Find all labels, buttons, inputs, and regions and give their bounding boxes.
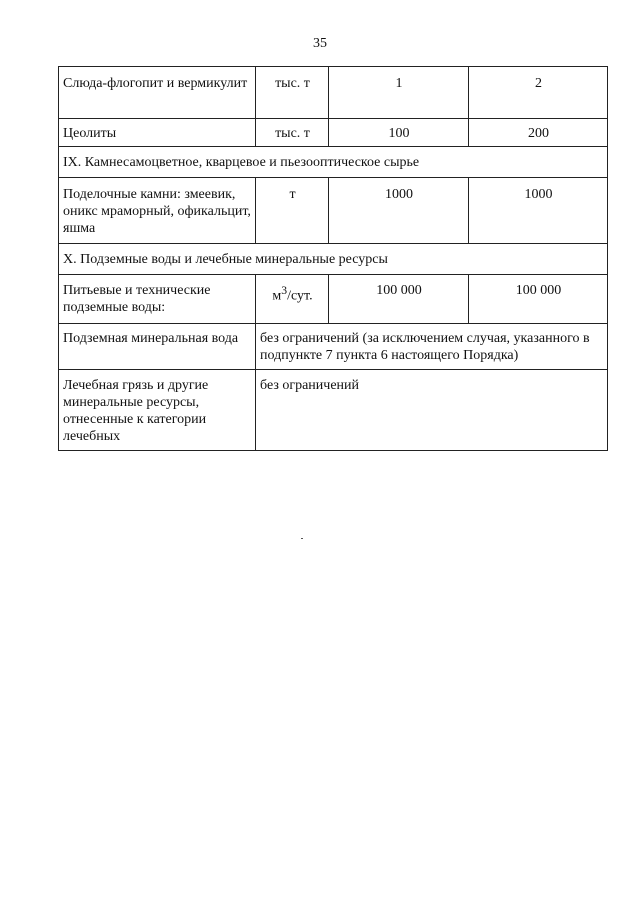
value-cell-2: 100 000	[469, 275, 608, 324]
table-row	[59, 370, 608, 451]
value-cell-1: 1	[329, 67, 469, 119]
unit-cell: тыс. т	[256, 67, 329, 119]
value-cell-2: 2	[469, 67, 608, 119]
unit-cell: т	[256, 178, 329, 244]
unit-superscript: 3	[281, 284, 288, 297]
section-title: IX. Камнесамоцветное, кварцевое и пьезооптическое сырье	[59, 147, 608, 178]
resource-name-cell: Подземная минеральная вода	[59, 324, 256, 370]
value-cell-1: 1000	[329, 178, 469, 244]
resource-name-cell: Слюда-флогопит и вермикулит	[59, 67, 256, 119]
value-cell-1: 100	[329, 119, 469, 147]
unit-tail: /сут.	[287, 288, 313, 304]
table-row	[59, 275, 608, 324]
resource-name-cell: Поделочные камни: змеевик, оникс мраморный, офикальцит, яшма	[59, 178, 256, 244]
table-row	[59, 67, 608, 119]
resource-name-cell: Цеолиты	[59, 119, 256, 147]
table-row	[59, 119, 608, 147]
page-number: 35	[313, 36, 327, 51]
unit-base: м	[272, 288, 282, 304]
value-cell-2: 200	[469, 119, 608, 147]
value-cell-1: 100 000	[329, 275, 469, 324]
limit-cell: без ограничений	[256, 370, 608, 451]
scan-speck	[301, 538, 303, 539]
table-row	[59, 178, 608, 244]
value-cell-2: 1000	[469, 178, 608, 244]
limit-cell: без ограничений (за исключением случая, указанного в подпункте 7 пункта 6 настоящего Порядка)	[256, 324, 608, 370]
section-title: X. Подземные воды и лечебные минеральные ресурсы	[59, 244, 608, 275]
resource-name-cell: Питьевые и технические подземные воды:	[59, 275, 256, 324]
resource-name-cell: Лечебная грязь и другие минеральные ресурсы, отнесенные к категории лечебных	[59, 370, 256, 451]
unit-cell: тыс. т	[256, 119, 329, 147]
section-header-row	[59, 147, 608, 178]
table-row	[59, 324, 608, 370]
section-header-row	[59, 244, 608, 275]
unit-cell	[256, 275, 329, 324]
resources-table	[58, 66, 608, 451]
